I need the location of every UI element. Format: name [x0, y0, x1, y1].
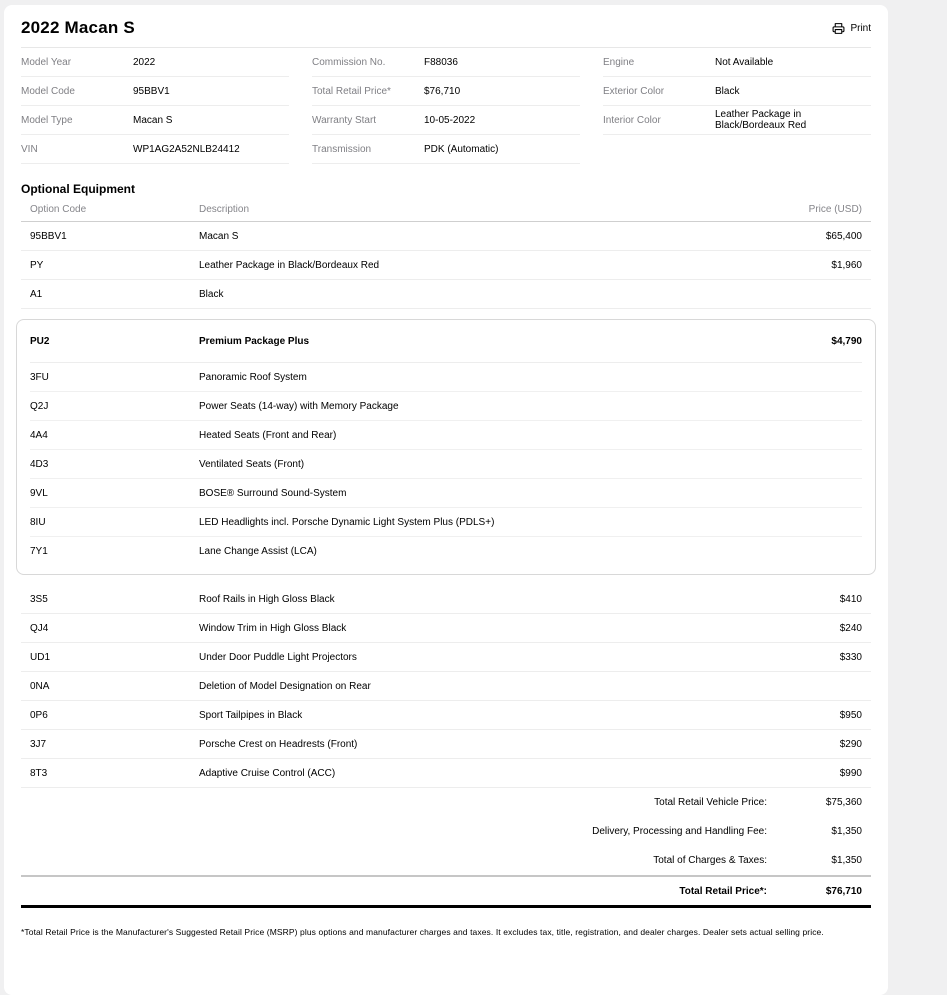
total-value: $1,350 — [831, 826, 862, 837]
detail-exterior-color — [603, 77, 871, 106]
option-code: UD1 — [30, 651, 51, 663]
detail-value: 2022 — [133, 56, 156, 68]
detail-value: 95BBV1 — [133, 85, 170, 97]
option-code: 8T3 — [30, 767, 48, 779]
detail-label: Total Retail Price* — [312, 85, 391, 97]
option-code: PU2 — [30, 335, 50, 347]
table-row — [21, 251, 871, 280]
option-price: $990 — [839, 767, 862, 779]
package-item-row — [30, 508, 862, 537]
package-item-row — [30, 479, 862, 508]
total-value: $1,350 — [831, 855, 862, 866]
option-code: 3FU — [30, 371, 49, 383]
option-description: Black — [199, 288, 224, 300]
detail-total-retail-price — [312, 77, 580, 106]
detail-value: 10-05-2022 — [424, 114, 476, 126]
option-price: $240 — [839, 622, 862, 634]
detail-model-code — [21, 77, 289, 106]
print-button-label: Print — [850, 22, 871, 34]
detail-value: Black — [715, 85, 740, 97]
total-label: Total of Charges & Taxes: — [653, 855, 767, 866]
detail-interior-color — [603, 106, 871, 135]
detail-transmission — [312, 135, 580, 164]
option-description: Adaptive Cruise Control (ACC) — [199, 767, 336, 779]
total-vehicle-price-row — [21, 788, 871, 817]
page-title: 2022 Macan S — [21, 18, 135, 37]
option-code: 8IU — [30, 516, 46, 528]
option-description: LED Headlights incl. Porsche Dynamic Light System Plus (PDLS+) — [199, 516, 495, 528]
msrp-footnote: *Total Retail Price is the Manufacturer's Suggested Retail Price (MSRP) plus options and manufacturer charges and taxes. It excludes tax, title, registration, and dealer charges. Dealer sets actual selling price. — [21, 927, 824, 937]
option-code: 3S5 — [30, 593, 48, 605]
option-code: 4A4 — [30, 429, 48, 441]
detail-value: F88036 — [424, 56, 458, 68]
option-code: 4D3 — [30, 458, 49, 470]
option-description: Power Seats (14-way) with Memory Package — [199, 400, 399, 412]
table-row — [21, 730, 871, 759]
detail-label: Interior Color — [603, 114, 661, 126]
package-item-row — [30, 450, 862, 479]
option-code: QJ4 — [30, 622, 49, 634]
grand-total-value: $76,710 — [825, 885, 862, 897]
package-item-row — [30, 537, 862, 566]
option-description: Porsche Crest on Headrests (Front) — [199, 738, 358, 750]
option-description: Lane Change Assist (LCA) — [199, 546, 317, 557]
package-item-row — [30, 392, 862, 421]
option-description: Window Trim in High Gloss Black — [199, 622, 347, 634]
detail-model-type — [21, 106, 289, 135]
grand-total-rule — [21, 905, 871, 908]
vehicle-sheet-card — [4, 5, 888, 995]
option-description: Sport Tailpipes in Black — [199, 709, 303, 721]
option-description: Under Door Puddle Light Projectors — [199, 651, 357, 663]
printer-icon — [832, 22, 845, 35]
detail-label: Warranty Start — [312, 114, 377, 126]
vehicle-details-grid — [21, 48, 871, 164]
total-label: Total Retail Vehicle Price: — [654, 797, 767, 808]
charges-taxes-row — [21, 846, 871, 875]
table-row — [21, 614, 871, 643]
header-price: Price (USD) — [808, 204, 862, 215]
option-description: Heated Seats (Front and Rear) — [199, 429, 337, 441]
option-description: Macan S — [199, 230, 239, 242]
table-row — [21, 701, 871, 730]
detail-value: PDK (Automatic) — [424, 143, 499, 155]
delivery-fee-row — [21, 817, 871, 846]
detail-value: Leather Package in Black/Bordeaux Red — [715, 109, 807, 131]
option-description: BOSE® Surround Sound-System — [199, 487, 347, 499]
option-code: PY — [30, 259, 44, 271]
detail-label: Model Year — [21, 56, 72, 68]
option-description: Deletion of Model Designation on Rear — [199, 680, 371, 692]
table-row — [21, 759, 871, 788]
detail-label: Exterior Color — [603, 85, 665, 97]
detail-label: Engine — [603, 56, 635, 68]
page-header — [21, 5, 871, 48]
table-row — [21, 585, 871, 614]
details-column-2 — [312, 48, 580, 164]
detail-label: Transmission — [312, 143, 372, 155]
option-price: $1,960 — [831, 259, 862, 271]
option-code: 95BBV1 — [30, 230, 67, 242]
option-description: Premium Package Plus — [199, 335, 310, 347]
detail-label: Model Type — [21, 114, 73, 126]
option-code: 7Y1 — [30, 546, 48, 557]
detail-value: Not Available — [715, 56, 774, 68]
table-row — [21, 222, 871, 251]
premium-package-box — [16, 319, 876, 575]
option-description: Ventilated Seats (Front) — [199, 458, 305, 470]
option-price: $290 — [839, 738, 862, 750]
detail-value: $76,710 — [424, 85, 461, 97]
optional-equipment-title: Optional Equipment — [21, 182, 135, 196]
package-item-row — [30, 421, 862, 450]
detail-vin — [21, 135, 289, 164]
option-price: $950 — [839, 709, 862, 721]
option-price: $4,790 — [831, 335, 862, 347]
detail-value: Macan S — [133, 114, 173, 126]
detail-label: Model Code — [21, 85, 75, 97]
option-code: Q2J — [30, 400, 49, 412]
details-column-1 — [21, 48, 289, 164]
detail-commission-no — [312, 48, 580, 77]
option-price: $330 — [839, 651, 862, 663]
details-column-3 — [603, 48, 871, 164]
option-code: 0P6 — [30, 709, 48, 721]
header-option-code: Option Code — [30, 204, 87, 215]
package-header-row — [30, 320, 862, 363]
option-description: Roof Rails in High Gloss Black — [199, 593, 335, 605]
equipment-table-header — [21, 198, 871, 222]
option-code: 3J7 — [30, 738, 47, 750]
grand-total-label: Total Retail Price*: — [679, 885, 767, 897]
detail-value: WP1AG2A52NLB24412 — [133, 143, 240, 155]
total-value: $75,360 — [825, 797, 862, 808]
option-price: $65,400 — [825, 230, 862, 242]
table-row — [21, 280, 871, 309]
package-item-row — [30, 363, 862, 392]
option-price: $410 — [839, 593, 862, 605]
option-code: 9VL — [30, 487, 48, 499]
detail-label: Commission No. — [312, 56, 386, 68]
total-label: Delivery, Processing and Handling Fee: — [592, 826, 767, 837]
table-row — [21, 643, 871, 672]
grand-total-row — [21, 877, 871, 905]
header-description: Description — [199, 204, 250, 215]
table-row — [21, 672, 871, 701]
print-button[interactable] — [832, 22, 871, 35]
option-description: Panoramic Roof System — [199, 371, 307, 383]
detail-label: VIN — [21, 143, 38, 155]
detail-engine — [603, 48, 871, 77]
option-code: 0NA — [30, 680, 50, 692]
option-code: A1 — [30, 288, 43, 300]
option-description: Leather Package in Black/Bordeaux Red — [199, 259, 380, 271]
detail-model-year — [21, 48, 289, 77]
detail-warranty-start — [312, 106, 580, 135]
